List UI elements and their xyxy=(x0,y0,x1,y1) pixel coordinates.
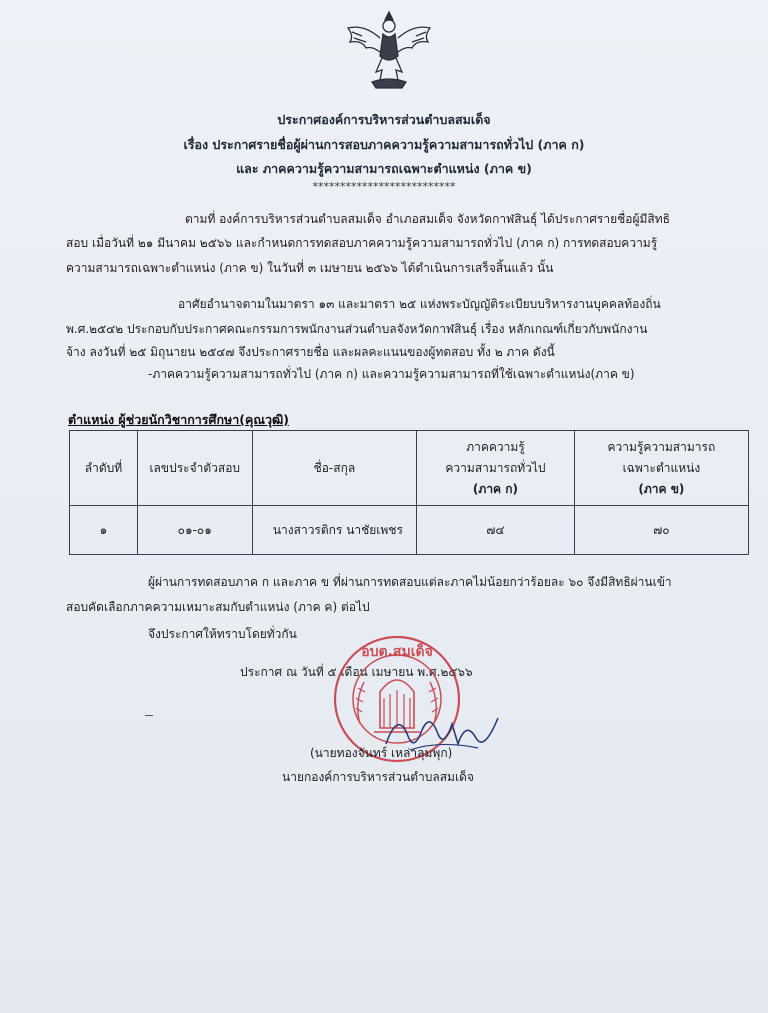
signer-title: นายกองค์การบริหารส่วนตำบลสมเด็จ xyxy=(282,770,474,784)
header-part-b-line2: เฉพาะตำแหน่ง xyxy=(622,460,701,475)
header-exam-id: เลขประจำตัวสอบ xyxy=(137,431,252,506)
paragraph1-line2: สอบ เมื่อวันที่ ๒๑ มีนาคม ๒๕๖๖ และกำหนดการทดสอบภาคความรู้ความสามารถทั่วไป (ภาค ก) การทดสอบความรู้ xyxy=(66,236,658,250)
closing-statement: จึงประกาศให้ทราบโดยทั่วกัน xyxy=(148,627,297,641)
table-row xyxy=(70,506,749,555)
header-part-b xyxy=(574,431,748,506)
results-table xyxy=(69,430,749,555)
header-part-a-line2: ความสามารถทั่วไป xyxy=(445,460,546,475)
cell-name: นางสาวรติกร นาชัยเพชร xyxy=(252,506,417,555)
stray-mark xyxy=(145,715,153,716)
announcement-subject-line2: และ ภาคความรู้ความสามารถเฉพาะตำแหน่ง (ภาค ข) xyxy=(236,161,532,176)
announcement-title: ประกาศองค์การบริหารส่วนตำบลสมเด็จ xyxy=(277,112,491,127)
header-part-a xyxy=(417,431,575,506)
seal-text: อบต.สมเด็จ xyxy=(361,644,433,660)
table-header-row xyxy=(70,431,749,506)
cell-no: ๑ xyxy=(70,506,138,555)
paragraph1-line3: ความสามารถเฉพาะตำแหน่ง (ภาค ข) ในวันที่ ๓ เมษายน ๒๕๖๖ ได้ดำเนินการเสร็จสิ้นแล้ว นั้น xyxy=(66,261,554,275)
paragraph2-line1: อาศัยอำนาจตามในมาตรา ๑๓ และมาตรา ๒๕ แห่งพระบัญญัติระเบียบบริหารงานบุคคลท้องถิ่น xyxy=(178,297,661,311)
cell-part-b: ๗๐ xyxy=(574,506,748,555)
header-part-b-line1: ความรู้ความสามารถ xyxy=(607,439,716,454)
announcement-date: ประกาศ ณ วันที่ ๕ เดือน เมษายน พ.ศ.๒๕๖๖ xyxy=(240,665,473,679)
cell-exam-id: ๐๑-๐๑ xyxy=(137,506,252,555)
header-no: ลำดับที่ xyxy=(70,431,138,506)
signer-name: (นายทองจันทร์ เหล่าลุมพุก) xyxy=(310,746,453,760)
exam-parts-note: -ภาคความรู้ความสามารถทั่วไป (ภาค ก) และความรู้ความสามารถที่ใช้เฉพาะตำแหน่ง(ภาค ข) xyxy=(148,367,635,381)
header-part-a-line3: (ภาค ก) xyxy=(472,481,519,496)
paragraph2-line2: พ.ศ.๒๕๔๒ ประกอบกับประกาศคณะกรรมการพนักงานส่วนตำบลจังหวัดกาฬสินธุ์ เรื่อง หลักเกณฑ์เกี่ยวกับพนักงาน xyxy=(66,322,648,336)
paragraph4-line2: สอบคัดเลือกภาคความเหมาะสมกับตำแหน่ง (ภาค ค) ต่อไป xyxy=(66,600,370,614)
position-title: ตำแหน่ง ผู้ช่วยนักวิชาการศึกษา(คุณวุฒิ) xyxy=(68,412,289,427)
paragraph4-line1: ผู้ผ่านการทดสอบภาค ก และภาค ข ที่ผ่านการทดสอบแต่ละภาคไม่น้อยกว่าร้อยละ ๖๐ จึงมีสิทธิผ่านเข้า xyxy=(148,575,672,589)
announcement-subject-line1: เรื่อง ประกาศรายชื่อผู้ผ่านการสอบภาคความรู้ความสามารถทั่วไป (ภาค ก) xyxy=(183,137,585,152)
cell-part-a: ๗๔ xyxy=(417,506,575,555)
header-part-b-line3: (ภาค ข) xyxy=(638,481,685,496)
paragraph2-line3: จ้าง ลงวันที่ ๒๕ มิถุนายน ๒๕๔๗ จึงประกาศรายชื่อ และผลคะแนนของผู้ทดสอบ ทั้ง ๒ ภาค ดังนี้ xyxy=(66,345,555,359)
header-name: ชื่อ-สกุล xyxy=(252,431,417,506)
divider-stars: ************************** xyxy=(312,180,456,193)
garuda-emblem-icon xyxy=(342,6,436,92)
header-part-a-line1: ภาคความรู้ xyxy=(466,439,525,454)
paragraph1-line1: ตามที่ องค์การบริหารส่วนตำบลสมเด็จ อำเภอสมเด็จ จังหวัดกาฬสินธุ์ ได้ประกาศรายชื่อผู้มีสิทธิ xyxy=(185,212,670,226)
